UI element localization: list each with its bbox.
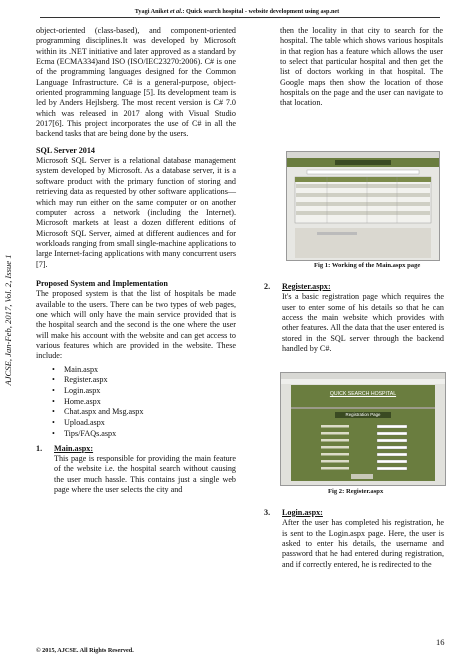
right-column [280,26,443,109]
figure-1-caption: Fig 1: Working of the Main.aspx page [314,262,421,269]
section-main-aspx [36,444,236,454]
item-number: 3. [264,508,271,517]
running-header [0,8,474,15]
header-authors: Tyagi Aniket [134,8,169,15]
journal-citation: AJCSE, Jan-Feb, 2017, Vol. 2, Issue 1 [3,254,13,386]
item-3-heading [264,508,444,518]
intro-paragraph: object-oriented (class-based), and component-oriented programming disciplines.It was developed by Microsoft within its .NET initiative and later approved as a standard by Ecma (ECMA334)and ISO (ISO/IEC23270:2006). C# is one of the programming languages designed for the Common Language Infrastructure. C# is a general-purpose, object-oriented programming language [5]. Its development team is led by Anders Hejlsberg. The most recent version is C# 7.0 which was released in 2017 along with Visual Studio 2017[6]. This project incorporates the use of C# in all the backend tasks that are being done by the users. [36,26,236,139]
list-item: • Register.aspx [64,375,236,386]
item-title: Register.aspx: [282,282,331,291]
item-number: 2. [264,282,271,291]
section-register-aspx [264,282,444,354]
header-title: : Quick search hospital - website development using asp.net [182,8,340,15]
main-aspx-paragraph: This page is responsible for providing the main feature of the website i.e. the hospital search without causing the user much hassle. This contains just a single web page where the user selects the city and [54,453,236,494]
proposed-paragraph: The proposed system is that the list of hospitals be made available to the users. There can be two types of web pages, one which will only have the main service provided that is the hospital search and the second is the one where the user will make his account with the website and can get access to various features which are provided in the website. These include: [36,289,236,361]
copyright-footer: © 2015, AJCSE. All Rights Reserved. [36,647,134,654]
item-title: Login.aspx: [282,508,323,517]
sql-paragraph: Microsoft SQL Server is a relational database management system developed by Microsoft. As a database server, it is a software product with the primary function of storing and retrieving data as requested by other software applications—which may run either on the same computer or on another computer across a network (including the Internet). Microsoft markets at least a dozen different editions of Microsoft SQL Server, aimed at different audiences and for workloads ranging from small single-machine applications to large Internet-facing applications with many concurrent users [7]. [36,156,236,269]
login-aspx-paragraph: After the user has completed his registration, he is sent to the Login.aspx page. Here, the user is asked to enter his details, the username and password that he had entered during registration, and if correctly entered, he is redirected to the [282,518,444,569]
list-item: • Chat.aspx and Msg.aspx [64,407,236,418]
page-number: 16 [436,637,445,647]
list-item: • Tips/FAQs.aspx [64,429,236,440]
list-item: • Login.aspx [64,386,236,397]
figure-2-screenshot [280,372,446,486]
continued-paragraph: then the locality in that city to search for the hospital. The table which shows various hospitals in that region has a feature which allows the user to select that particular hospital and then get the list of doctors working in that hospital. The Google maps then show the location of those hospitals on the page and the user can navigate to that location. [280,26,443,108]
item-2-heading [264,282,444,292]
fig2-graphic [281,373,445,485]
proposed-heading: Proposed System and Implementation [36,278,168,288]
header-rule [40,17,440,18]
section-login-aspx [264,508,444,570]
register-aspx-paragraph: It's a basic registration page which requires the user to enter some of his details so that he can access the main website which provides with other features. All the data that the user entered is stored in the SQL server through the backend handled by C#. [282,292,444,354]
sql-heading: SQL Server 2014 [36,145,95,155]
left-column [36,26,236,495]
header-et-al: et al. [170,8,183,15]
fig2-registration-title: Registration Page [345,412,381,417]
fig2-banner-text: QUICK SEARCH HOSPITAL [329,391,397,397]
figure-1-screenshot [286,151,440,261]
figure-2-caption: Fig 2: Register.aspx [328,488,384,495]
list-item: • Home.aspx [64,397,236,408]
list-item: • Upload.aspx [64,418,236,429]
item-number: 1. [36,443,43,453]
journal-sidebar [2,170,14,470]
module-list [36,365,236,440]
fig1-graphic [287,152,439,260]
list-item: • Main.aspx [64,365,236,376]
item-title: Main.aspx: [54,443,94,453]
